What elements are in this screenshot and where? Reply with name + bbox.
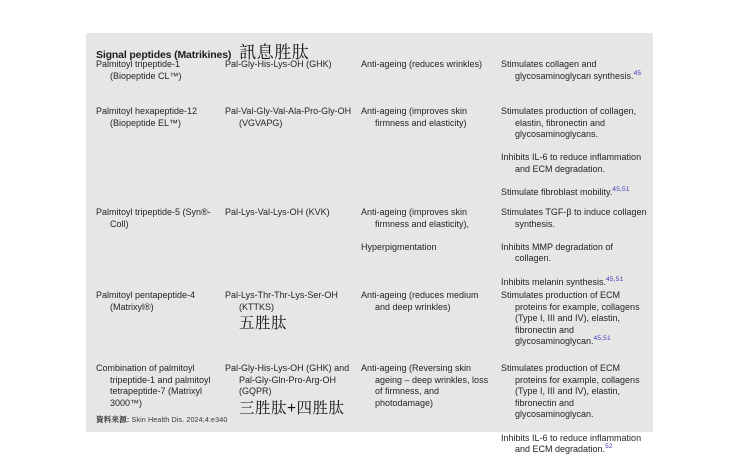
reference-superscript: 45,51 xyxy=(612,186,630,194)
cell-peptide-sequence xyxy=(223,59,361,71)
cell-indication xyxy=(361,363,501,409)
cell-action xyxy=(501,363,653,456)
peptide-name-line2: (Biopeptide CL™) xyxy=(110,70,182,81)
cell-indication xyxy=(361,59,501,71)
reference-superscript: 45,51 xyxy=(606,275,624,283)
cell-action xyxy=(501,207,653,288)
sequence-line1: Pal-Gly-His-Lys-OH (GHK) xyxy=(225,59,332,69)
reference-superscript: 45 xyxy=(633,69,642,77)
cell-peptide-sequence xyxy=(223,290,361,334)
indication-text: Anti-ageing (reduces medium and deep wrinkles) xyxy=(361,290,479,312)
action-text xyxy=(501,290,647,348)
action-body: Stimulate fibroblast mobility. xyxy=(501,187,613,198)
action-body: Stimulates production of collagen, elastin, fibronectin and glycosaminoglycans. xyxy=(501,106,637,140)
sequence-line2: (VGVAPG) xyxy=(239,117,283,128)
sequence-annotation-cjk: 五胜肽 xyxy=(239,315,288,333)
peptide-name-line1: Palmitoyl tripeptide-5 (Syn®- xyxy=(96,207,211,217)
reference-superscript: 45,51 xyxy=(593,335,611,343)
sequence-line1: Pal-Lys-Thr-Thr-Lys-Ser-OH xyxy=(225,290,338,300)
cell-action xyxy=(501,290,653,348)
source-note-label: 資料來源: xyxy=(96,415,130,424)
table-header-annotation-cjk: 訊息胜肽 xyxy=(239,43,310,62)
indication-text: Anti-ageing (reduces wrinkles) xyxy=(361,59,483,69)
cell-indication xyxy=(361,290,501,313)
sequence-line1: Pal-Val-Gly-Val-Ala-Pro-Gly-OH xyxy=(225,106,352,116)
action-body: Stimulates collagen and glycosaminoglycan synthesis. xyxy=(501,59,634,81)
indication-text: Anti-ageing (improves skin firmness and elasticity), xyxy=(361,207,470,229)
peptide-name-line2: (Matrixyl®) xyxy=(110,301,154,312)
sequence-line1: Pal-Lys-Val-Lys-OH (KVK) xyxy=(225,207,330,217)
source-note xyxy=(96,414,227,425)
table-row xyxy=(86,59,653,106)
sequence-line2: (KTTKS) xyxy=(239,301,274,312)
action-text xyxy=(501,59,647,82)
sequence-annotation-cjk: 三胜肽+四胜肽 xyxy=(239,399,345,417)
action-body: Inhibits MMP degradation of collagen. xyxy=(501,241,613,264)
action-body: Inhibits IL-6 to reduce inflammation and ECM degradation. xyxy=(501,432,642,455)
source-note-citation: Skin Health Dis. 2024;4:e340 xyxy=(131,415,228,424)
table-row xyxy=(86,106,653,207)
peptide-name-line2: Coll) xyxy=(110,218,129,229)
action-text xyxy=(501,242,647,265)
table-body xyxy=(86,59,653,458)
table-row xyxy=(86,290,653,363)
peptide-name-line2: (Biopeptide EL™) xyxy=(110,117,182,128)
peptide-name-line1: Palmitoyl pentapeptide-4 xyxy=(96,290,196,300)
cell-peptide-name xyxy=(86,290,223,313)
table-row xyxy=(86,207,653,290)
action-text xyxy=(501,106,647,141)
peptide-name-line2: tripeptide-1 and palmitoyl tetrapeptide-7 (Matrixyl 3000™) xyxy=(110,374,211,408)
cell-peptide-name xyxy=(86,207,223,230)
cell-indication xyxy=(361,106,501,129)
indication-text: Hyperpigmentation xyxy=(361,241,437,252)
indication-text: Anti-ageing (improves skin firmness and elasticity) xyxy=(361,106,468,128)
peptide-name-line1: Palmitoyl tripeptide-1 xyxy=(96,59,181,69)
cell-action xyxy=(501,59,653,82)
peptide-table-panel xyxy=(86,33,653,455)
cell-peptide-name xyxy=(86,59,223,82)
cell-peptide-name xyxy=(86,106,223,129)
action-body: Stimulates TGF-β to induce collagen synthesis. xyxy=(501,207,647,229)
cell-peptide-sequence xyxy=(223,106,361,129)
table-header-title: Signal peptides (Matrikines) xyxy=(96,49,232,61)
action-text xyxy=(501,207,647,230)
action-text xyxy=(501,363,647,421)
peptide-name-line1: Palmitoyl hexapeptide-12 xyxy=(96,106,198,116)
action-text xyxy=(501,187,647,199)
cell-peptide-name xyxy=(86,363,223,409)
action-body: Inhibits IL-6 to reduce inflammation and ECM degradation. xyxy=(501,152,642,174)
cell-action xyxy=(501,106,653,199)
indication-text: Anti-ageing (Reversing skin ageing – deep wrinkles, loss of firmness, and photodamage) xyxy=(361,363,489,408)
sequence-line1: Pal-Gly-His-Lys-OH (GHK) and xyxy=(225,363,350,373)
action-body: Stimulates production of ECM proteins for example, collagens (Type I, III and IV), elastin, fibronectin and glycosaminoglycan. xyxy=(501,290,640,347)
table-row xyxy=(86,363,653,458)
cell-peptide-sequence xyxy=(223,207,361,219)
sequence-line2: Pal-Gly-Gln-Pro-Arg-OH (GQPR) xyxy=(239,374,337,397)
action-body: Inhibits melanin synthesis. xyxy=(501,276,607,287)
action-body: Stimulates production of ECM proteins for example, collagens (Type I, III and IV), elastin, fibronectin and glycosaminoglycan. xyxy=(501,363,640,420)
cell-indication xyxy=(361,207,501,253)
action-text xyxy=(501,277,647,289)
cell-peptide-sequence xyxy=(223,363,361,419)
peptide-name-line1: Combination of palmitoyl xyxy=(96,363,195,373)
action-text xyxy=(501,152,647,175)
action-text xyxy=(501,433,647,456)
reference-superscript: 52 xyxy=(605,443,613,451)
